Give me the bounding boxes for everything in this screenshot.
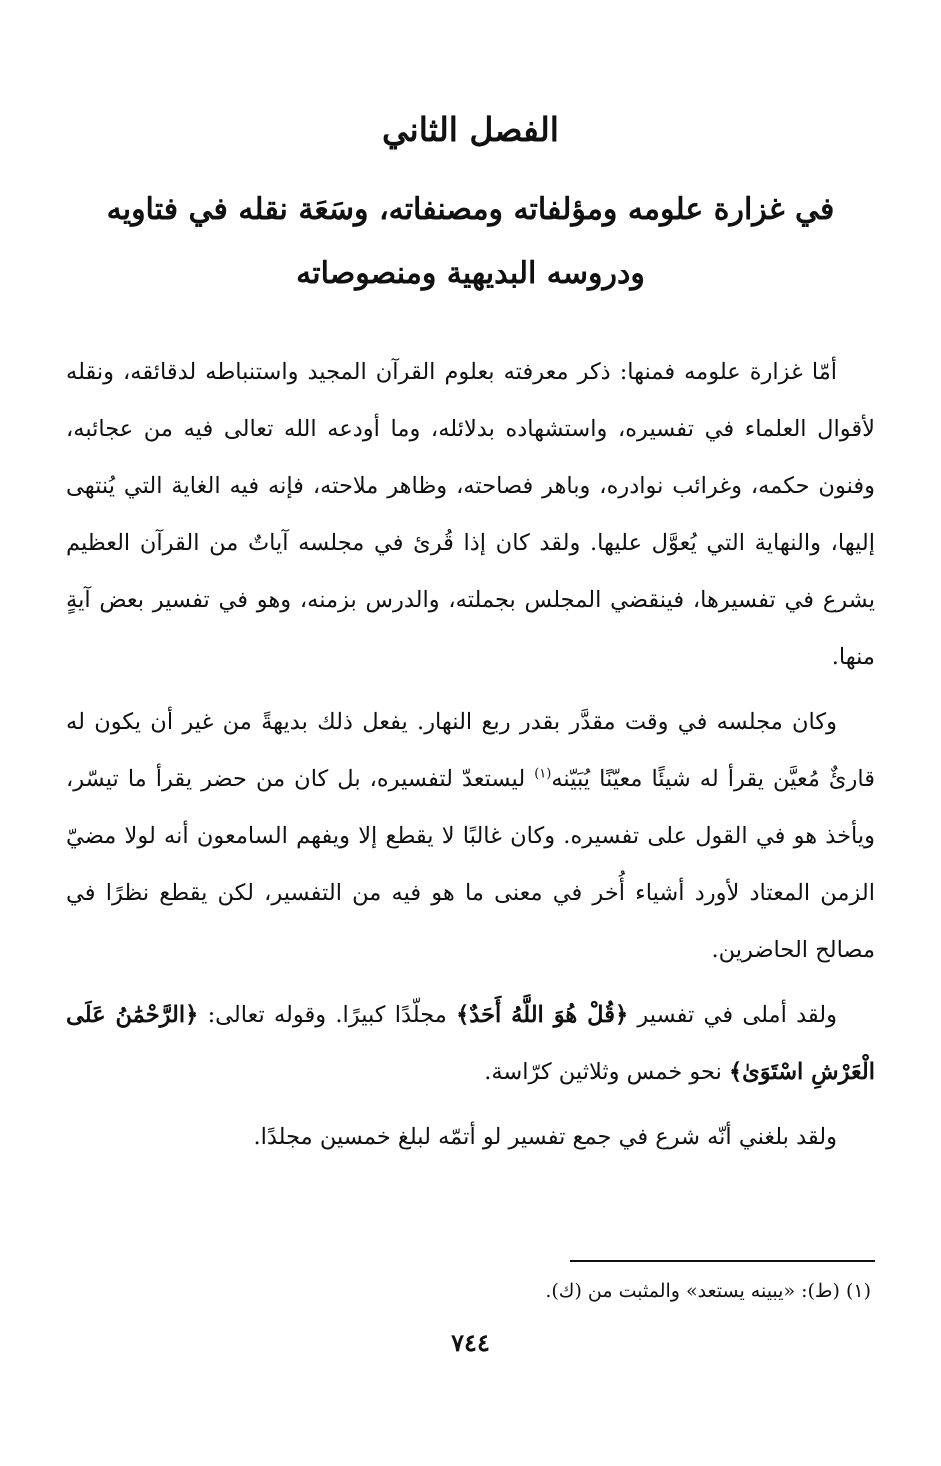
paragraph-3-text-b: مجلّدًا كبيرًا. وقوله تعالى: xyxy=(198,1002,457,1028)
page-number: ٧٤٤ xyxy=(451,1328,490,1357)
paragraph-2 xyxy=(66,694,875,979)
quran-verse-ikhlas: ﴿قُلْ هُوَ اللَّهُ أَحَدٌ﴾ xyxy=(456,1002,629,1028)
quran-verse-istawa: ﴿الرَّحْمَٰنُ عَلَى الْعَرْشِ اسْتَوَىٰ﴾ xyxy=(66,1002,875,1085)
paragraph-2-text-a: وكان مجلسه في وقت مقدَّر بقدر ربع النهار. يفعل ذلك بديهةً من غير أن يكون له قارئٌ مُعيَّن يقرأ له شيئًا معيّنًا يُبَيّنه xyxy=(66,709,875,792)
chapter-title: الفصل الثاني xyxy=(382,110,559,149)
footnote-divider xyxy=(570,1260,875,1262)
footnote: (١) (ط): «يبينه يستعد» والمثبت من (ك). xyxy=(545,1280,871,1302)
body-text xyxy=(66,344,875,1174)
chapter-subtitle: في غزارة علومه ومؤلفاته ومصنفاته، وسَعَة نقله في فتاويه ودروسه البديهية ومنصوصاته xyxy=(106,192,835,291)
paragraph-2-text-b: ليستعدّ لتفسيره، بل كان من حضر يقرأ ما تيسّر، ويأخذ هو في القول على تفسيره. وكان غالبًا لا يقطع إلا ويفهم السامعون أنه لولا مضيّ الزمن المعتاد لأورد أشياء أُخر في معنى ما هو فيه من التفسير، لكن يقطع نظرًا في مصالح الحاضرين. xyxy=(66,766,875,963)
paragraph-3 xyxy=(66,987,875,1101)
footnote-reference[interactable]: (١) xyxy=(534,766,552,782)
paragraph-4: ولقد بلغني أنّه شرع في جمع تفسير لو أتمّه لبلغ خمسين مجلدًا. xyxy=(253,1124,837,1150)
paragraph-3-text-a: ولقد أملى في تفسير xyxy=(628,1002,837,1028)
paragraph-3-text-c: نحو خمس وثلاثين كرّاسة. xyxy=(484,1059,729,1085)
paragraph-1: أمّا غزارة علومه فمنها: ذكر معرفته بعلوم القرآن المجيد واستنباطه لدقائقه، ونقله لأقوال العلماء في تفسيره، واستشهاده بدلائله، وما أودعه الله تعالى فيه من عجائبه، وفنون حكمه، وغرائب نوادره، وباهر فصاحته، وظاهر ملاحته، فإنه فيه الغاية التي يُنتهى إليها، والنهاية التي يُعوَّل عليها. ولقد كان إذا قُرئ في مجلسه آياتٌ من القرآن العظيم يشرع في تفسيرها، فينقضي المجلس بجملته، والدرس بزمنه، وهو في تفسير بعض آيةٍ منها. xyxy=(66,359,875,670)
